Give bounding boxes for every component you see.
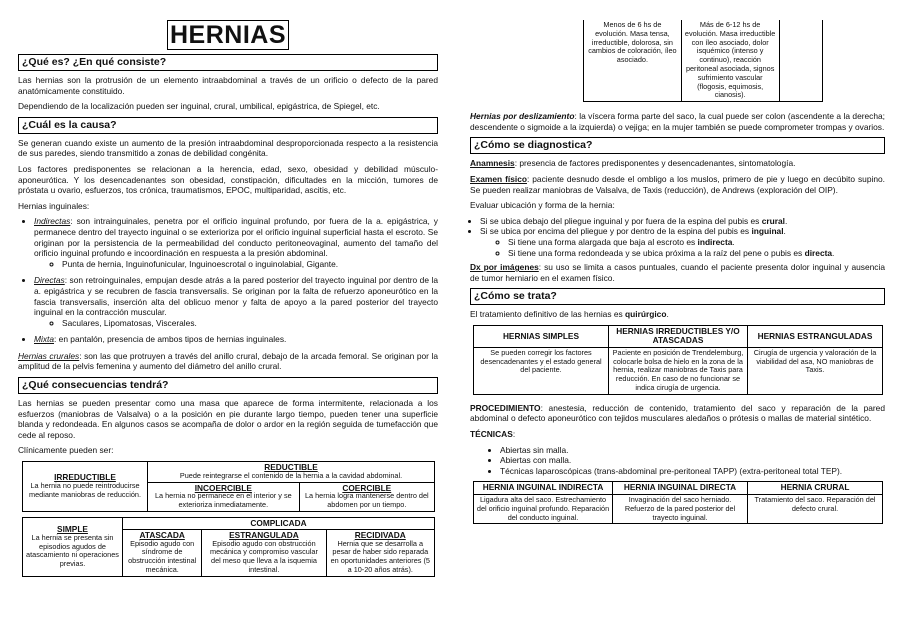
imaging-paragraph — [470, 262, 885, 283]
text-treatment: El tratamiento definitivo de las hernias es — [470, 309, 626, 320]
exam-paragraph — [470, 174, 885, 195]
cell-crural: Tratamiento del saco. Reparación del defecto crural. — [748, 494, 883, 523]
cell-directa: Invaginación del saco herniado. Refuerzo de la pared posterior del trayecto inguinal. — [613, 494, 748, 523]
section-header-consecuencias: ¿Qué consecuencias tendrá? — [18, 377, 438, 394]
sub-list-indirectas — [34, 259, 438, 270]
term-crural: crural — [761, 215, 785, 226]
cell-estrangulada — [202, 529, 326, 576]
sub-list-directas — [34, 318, 438, 329]
cell-atascada-detail: Menos de 6 hs de evolución. Masa tensa, irreductible, dolorosa, sin cambios de coloración, íleo asociado. — [584, 20, 682, 102]
term-mixta: Mixta — [34, 334, 55, 345]
term-anamnesis: Anamnesis — [470, 158, 515, 169]
cell-estrangulada-detail: Más de 6-12 hs de evolución. Masa irreductible con íleo asociado, dolor isquémico (intenso y continuo), reacción peritoneal asociada, signos sufrimiento vascular (flogosis, equimosis, cianosis). — [681, 20, 779, 102]
evaluation-label: Evaluar ubicación y forma de la hernia: — [470, 200, 615, 211]
table-row — [584, 20, 823, 102]
term-indirecta: indirecta — [697, 236, 733, 247]
crural-paragraph — [18, 351, 438, 372]
list-item-technique: • Abiertas sin malla. — [500, 445, 885, 456]
text-reductible: Puede reintegrarse el contenido de la hernia a la cavidad abdominal. — [179, 470, 403, 480]
text-indirectas: : son intrainguinales, penetra por el orificio inguinal profundo, por fuera de la a. epigástrica, y permanece dentro del trayecto inguinal o se exterioriza por el orificio inguinal superficial hasta el escroto. Se originan por la persistencia de la permeabilidad del conducto peritoneovaginal, aumento del tamaño del orificio inguinal profundo e incoordinación en respuesta a la presión abdominal. — [34, 216, 438, 259]
cell-complicada: COMPLICADA — [123, 518, 435, 530]
inguinal-label: Hernias inguinales: — [18, 200, 90, 211]
table-row — [474, 482, 883, 495]
sliding-paragraph — [470, 111, 885, 132]
term-indirectas: Indirectas — [34, 216, 71, 227]
cell-recidivada — [326, 529, 434, 576]
table-techniques — [473, 481, 883, 524]
text-incoercible: La hernia no permanece en el interior y se exterioriza inmediatamente. — [154, 491, 292, 510]
left-column — [18, 0, 438, 577]
cell-atascada — [123, 529, 202, 576]
table-row — [474, 347, 883, 394]
techniques-label: TÉCNICAS: — [470, 429, 516, 440]
list-item-directas — [34, 275, 438, 328]
sub-list-shape — [480, 237, 885, 258]
cell-irreductible — [23, 462, 148, 512]
term-imagenes: Dx por imágenes — [470, 262, 539, 273]
cell-simple — [23, 518, 123, 577]
th-irreductibles: HERNIAS IRREDUCTIBLES Y/O ATASCADAS — [608, 325, 747, 347]
text-simple: La hernia se presenta sin episodios agudos de atascamiento ni operaciones previas. — [26, 532, 119, 569]
heading-coercible: COERCIBLE — [342, 482, 392, 493]
sub-item-indirecta: ◦ Si tiene una forma alargada que baja al escroto es indirecta. — [508, 237, 885, 248]
text-directa-rule: Si tiene una forma redondeada y se ubica próxima a la raíz del pene o pubis es — [508, 247, 805, 258]
heading-atascada: ATASCADA — [139, 529, 185, 540]
heading-reductible: REDUCTIBLE — [264, 462, 318, 473]
list-item-indirectas — [34, 216, 438, 269]
text-mixta: : en pantalón, presencia de ambos tipos de hernias inguinales. — [54, 334, 287, 345]
cell-irreductibles: Paciente en posición de Trendelemburg, colocarle bolsa de hielo en la zona de la hernia, realizar maniobras de Taxis para reducción. En caso de no funcionar se indica cirugía de urgencia. — [608, 347, 747, 394]
term-procedimiento: PROCEDIMIENTO — [470, 402, 541, 413]
cell-indirecta: Ligadura alta del saco. Estrechamiento del orificio inguinal profundo. Reparación del conducto inguinal. — [474, 494, 613, 523]
anamnesis-paragraph — [470, 158, 885, 169]
list-item-technique: • Abiertas con malla. — [500, 455, 885, 466]
table-continuation — [583, 20, 823, 102]
text-procedimiento: : anestesia, reducción de contenido, tratamiento del saco y reparación de la pared abdominal o defecto aponeurótico con tejidos musculares aledaños o prótesis o mallas de material sintético. — [470, 402, 885, 424]
term-examen: Examen físico — [470, 173, 527, 184]
term-crurales: Hernias crurales — [18, 350, 80, 361]
techniques-list — [470, 445, 885, 477]
text-indirecta-rule: Si tiene una forma alargada que baja al escroto es — [508, 236, 698, 247]
term-inguinal: inguinal — [751, 226, 784, 237]
factors-text: Los factores predisponentes se relacionan a la herencia, edad, sexo, obesidad y debilidad músculo-aponeurótica. Y los desencadenantes son obesidad, constipación, dificultades en la micción, tumores de próstata u ovario, esfuerzos, tos crónica, traumatismos, EPOC, multiparidad, ascitis, etc. — [18, 163, 438, 196]
table-row — [474, 494, 883, 523]
section-header-causa: ¿Cuál es la causa? — [18, 117, 438, 134]
sub-item-indirectas: ◦ Punta de hernia, Inguinofunicular, Inguinoescrotal o inguinolabial, Gigante. — [62, 259, 438, 270]
procedure-paragraph — [470, 403, 885, 424]
sub-item-directas: ◦ Saculares, Lipomatosas, Viscerales. — [62, 318, 438, 329]
term-tecnicas: TÉCNICAS — [470, 429, 513, 440]
text-crurales: : son las que protruyen a través del anillo crural, debajo de la arcada femoral. Se originan por la amplitud de la pelvis femenina y aumento del diámetro del anillo crural. — [18, 350, 438, 372]
term-directa: directa — [804, 247, 833, 258]
text-examen: : paciente desnudo desde el ombligo a los muslos, primero de pie y luego en decúbito supino. Se pueden realizar maniobras de Valsalva, de Taxis (reducción), de Andrews (exploración del OIP). — [470, 173, 885, 195]
text-crural-rule: Si se ubica debajo del pliegue inguinal y por fuera de la espina del pubis es — [480, 215, 762, 226]
table-complication — [22, 517, 435, 577]
list-item-inguinal: • Si se ubica por encima del pliegue y por dentro de la espina del pubis es inguinal. ◦ Si tiene una forma alargada que baja al escroto es indirecta. ◦ Si tiene una forma redondeada y se ubica próxima a la raíz del pene o pubis es directa. — [480, 226, 885, 258]
definition-text: Las hernias son la protrusión de un elemento intraabdominal a través de un orificio o defecto de la pared anatómicamente constituido. — [18, 75, 438, 96]
location-text: Dependiendo de la localización pueden ser inguinal, crural, umbilical, epigástrica, de Spiegel, etc. — [18, 101, 380, 112]
section-header-tratamiento: ¿Cómo se trata? — [470, 288, 885, 305]
table-row — [23, 518, 435, 530]
text-directas: : son retroinguinales, empujan desde atrás a la pared posterior del trayecto inguinal por dentro de la a. epigástrica y se recubren de fascia transversalis. Se originan por la falta de refuerzo aponeurótico en la fascia transversalis, inserción alta del oblicuo menor y falta de apoyo a la pared posterior del trayecto inguinal en la contracción muscular. — [34, 275, 438, 318]
clinical-label: Clínicamente pueden ser: — [18, 445, 114, 456]
text-anamnesis: : presencia de factores predisponentes y desencadenantes, sintomatología. — [514, 158, 796, 169]
title-wrap — [18, 20, 438, 52]
text-deslizamiento: : la víscera forma parte del saco, la cual puede ser colon (ascendente a la derecha; descendente o sigmoide a la izquierda) o vejiga; en la mujer también se puede comprometer trompas y ovarios. — [470, 111, 886, 132]
list-item-technique: • Técnicas laparoscópicas (trans-abdominal pre-peritoneal TAPP) (extra-peritoneal total TEP). — [500, 466, 885, 477]
text-inguinal-rule: Si se ubica por encima del pliegue y por dentro de la espina del pubis es — [480, 226, 752, 237]
heading-estrangulada: ESTRANGULADA — [229, 529, 299, 540]
text-coercible: La hernia logra mantenerse dentro del abdomen por un tiempo. — [304, 491, 429, 510]
th-directa: HERNIA INGUINAL DIRECTA — [613, 482, 748, 495]
cell-estranguladas: Cirugía de urgencia y valoración de la viabilidad del asa, NO maniobras de Taxis. — [748, 347, 883, 394]
text-imagenes: : su uso se limita a casos puntuales, cuando el paciente presenta dolor inguinal y ausencia de tumor herniario en el examen físico. — [470, 262, 885, 283]
inguinal-list — [18, 216, 438, 345]
heading-simple: SIMPLE — [57, 523, 88, 534]
cell-empty — [779, 20, 822, 102]
text-recidivada: Hernia que se desarrolla a pesar de haber sido reparada en oportunidades anteriores (5 a 10-20 años atrás). — [330, 538, 430, 574]
presentation-text: Las hernias se pueden presentar como una masa que aparece de forma intermitente, relacionada a los esfuerzos (maniobras de Valsalva) o a la posición en pie durante largo tiempo, pueden tener una superficie blanda y redondeada. En algunos casos se acompaña de dolor o ardor en la región seguida de tumefacción que cede al reposo. — [18, 398, 438, 440]
th-indirecta: HERNIA INGUINAL INDIRECTA — [474, 482, 613, 495]
sub-item-directa: ◦ Si tiene una forma redondeada y se ubica próxima a la raíz del pene o pubis es directa. — [508, 248, 885, 259]
text-atascada: Episodio agudo con síndrome de obstrucción intestinal mecánica. — [128, 538, 197, 574]
table-row — [474, 325, 883, 347]
cell-incoercible — [148, 482, 300, 511]
text-estrangulada: Episodio agudo con obstrucción mecánica y compromiso vascular del meso que lleva a la isquemia intestinal. — [210, 538, 318, 574]
text-irreductible: La hernia no puede reintroducirse mediante maniobras de reducción. — [29, 481, 141, 499]
term-deslizamiento: Hernias por deslizamiento — [470, 111, 575, 122]
right-column — [470, 0, 885, 524]
table-treatment — [473, 325, 883, 395]
section-header-que-es: ¿Qué es? ¿En qué consiste? — [18, 54, 438, 71]
term-quirurgico: quirúrgico — [625, 309, 667, 320]
cell-reductible — [148, 462, 435, 483]
heading-incoercible: INCOERCIBLE — [194, 482, 252, 493]
th-estranguladas: HERNIAS ESTRANGULADAS — [748, 325, 883, 347]
heading-irreductible: IRREDUCTIBLE — [54, 472, 116, 483]
cell-coercible — [299, 482, 434, 511]
th-simples: HERNIAS SIMPLES — [474, 325, 609, 347]
cause-text: Se generan cuando existe un aumento de la presión intraabdominal desproporcionada respecto a la resistencia de sus paredes, siendo transmitido a zonas de debilidad congénita. — [18, 137, 438, 159]
cell-simples: Se pueden corregir los factores desencadenantes y el estado general del paciente. — [474, 347, 609, 394]
section-header-diagnostico: ¿Cómo se diagnostica? — [470, 137, 885, 154]
treatment-paragraph: El tratamiento definitivo de las hernias es quirúrgico. — [470, 309, 669, 320]
page-title: HERNIAS — [167, 20, 289, 50]
heading-recidivada: RECIDIVADA — [354, 529, 406, 540]
th-crural: HERNIA CRURAL — [748, 482, 883, 495]
table-reducibility — [22, 461, 435, 512]
table-row — [23, 462, 435, 483]
location-list — [470, 216, 885, 258]
list-item-mixta — [34, 334, 438, 345]
term-directas: Directas — [34, 275, 65, 286]
list-item-crural: • Si se ubica debajo del pliegue inguinal y por fuera de la espina del pubis es crural. — [480, 216, 885, 227]
